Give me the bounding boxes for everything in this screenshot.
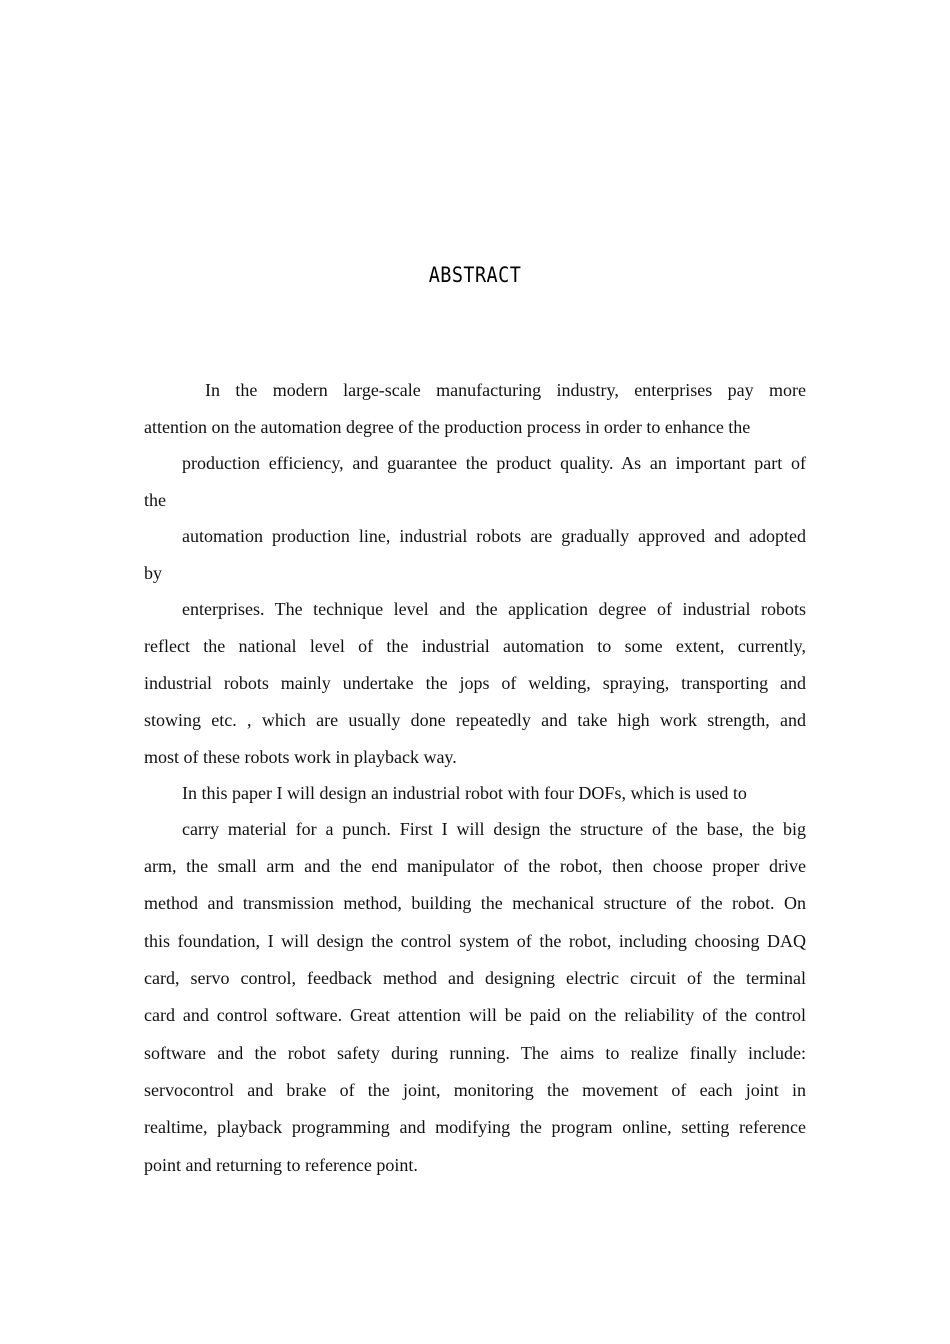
abstract-title: ABSTRACT bbox=[428, 263, 522, 287]
abstract-text-line: most of these robots work in playback way. bbox=[144, 747, 457, 767]
abstract-text-line: carry material for a punch. First I will design the structure of the base, the big bbox=[182, 819, 806, 839]
abstract-text-line: software and the robot safety during running. The aims to realize finally include: bbox=[144, 1043, 806, 1063]
abstract-text-line: attention on the automation degree of the production process in order to enhance the bbox=[144, 417, 751, 437]
abstract-text-line: industrial robots mainly undertake the jops of welding, spraying, transporting and bbox=[144, 673, 806, 693]
abstract-text-line: production efficiency, and guarantee the product quality. As an important part of bbox=[182, 453, 806, 473]
abstract-text-line: enterprises. The technique level and the application degree of industrial robots bbox=[182, 599, 806, 619]
abstract-text-line: reflect the national level of the industrial automation to some extent, currently, bbox=[144, 636, 806, 656]
abstract-text-line: card and control software. Great attention will be paid on the reliability of the control bbox=[144, 1005, 806, 1025]
abstract-text-line: card, servo control, feedback method and designing electric circuit of the terminal bbox=[144, 968, 806, 988]
abstract-text-line: method and transmission method, building the mechanical structure of the robot. On bbox=[144, 893, 806, 913]
abstract-text-line: automation production line, industrial robots are gradually approved and adopted bbox=[182, 526, 806, 546]
abstract-text-line: point and returning to reference point. bbox=[144, 1155, 418, 1175]
abstract-text-line: by bbox=[144, 563, 162, 583]
abstract-text-line: realtime, playback programming and modifying the program online, setting reference bbox=[144, 1117, 806, 1137]
abstract-text-line: In the modern large-scale manufacturing industry, enterprises pay more bbox=[205, 380, 806, 400]
abstract-text-line: arm, the small arm and the end manipulator of the robot, then choose proper drive bbox=[144, 856, 806, 876]
abstract-text-line: servocontrol and brake of the joint, monitoring the movement of each joint in bbox=[144, 1080, 806, 1100]
abstract-text-line: In this paper I will design an industrial robot with four DOFs, which is used to bbox=[182, 783, 747, 803]
abstract-text-line: this foundation, I will design the control system of the robot, including choosing DAQ bbox=[144, 931, 806, 951]
abstract-text-line: the bbox=[144, 490, 166, 510]
abstract-text-line: stowing etc. , which are usually done repeatedly and take high work strength, and bbox=[144, 710, 806, 730]
